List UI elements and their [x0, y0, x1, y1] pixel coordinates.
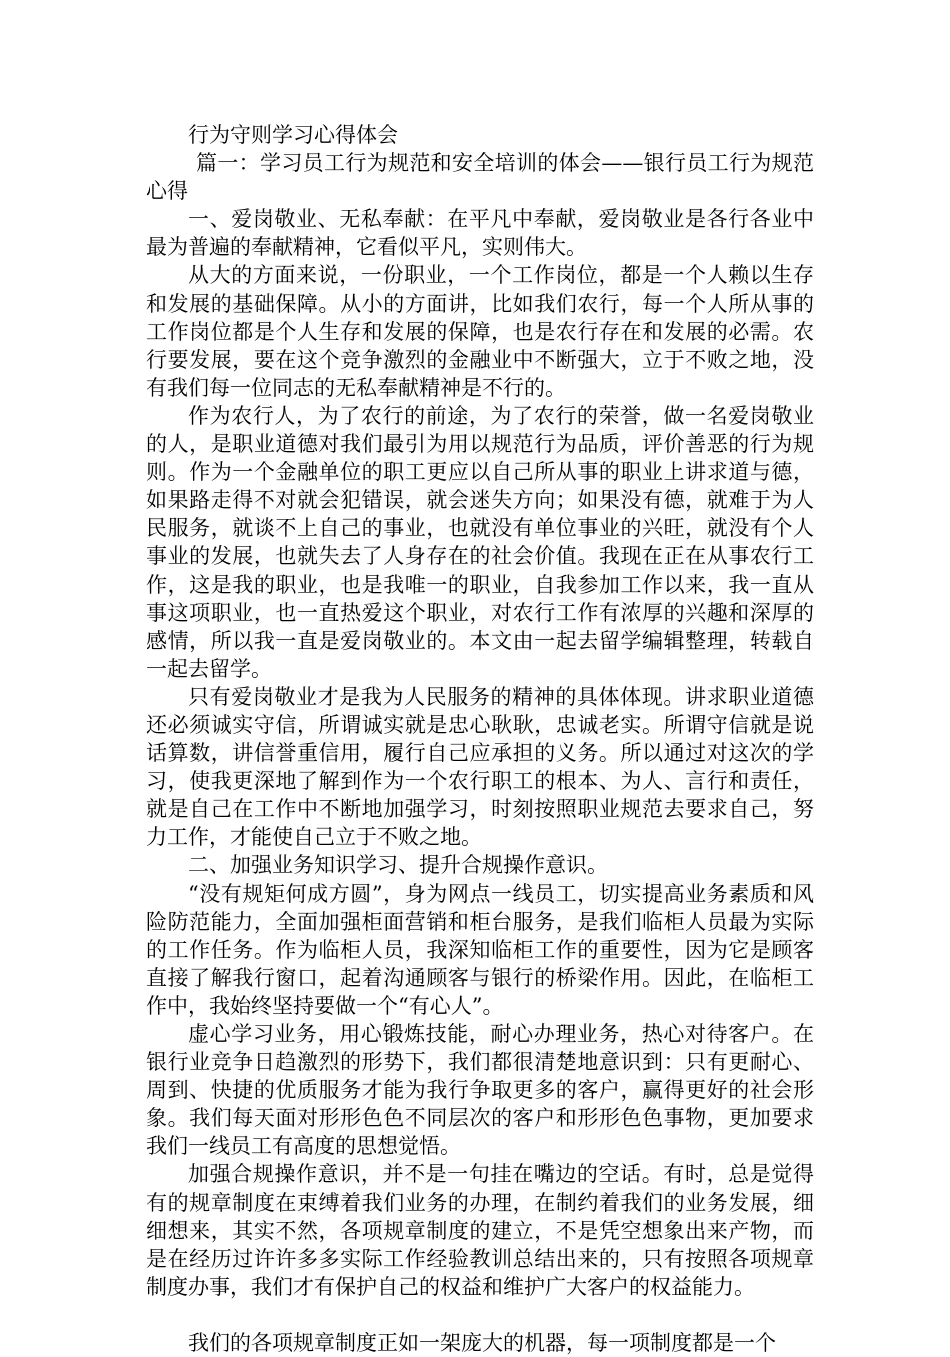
document-subtitle: 篇一：学习员工行为规范和安全培训的体会——银行员工行为规范心得: [146, 151, 814, 204]
paragraph-2: 从大的方面来说，一份职业，一个工作岗位，都是一个人赖以生存和发展的基础保障。从小的方面讲，比如我们农行，每一个人所从事的工作岗位都是个人生存和发展的保障，也是农行存在和发展的必需。农行要发展，要在这个竞争激烈的金融业中不断强大，立于不败之地，没有我们每一位同志的无私奉献精神是不行的。: [146, 263, 814, 400]
section-heading-2: 二、加强业务知识学习、提升合规操作意识。: [188, 853, 608, 878]
paragraph-3: 作为农行人，为了农行的前途，为了农行的荣誉，做一名爱岗敬业的人，是职业道德对我们最引为用以规范行为品质，评价善恶的行为规则。作为一个金融单位的职工更应以自己所从事的职业上讲求道与德，如果路走得不对就会犯错误，就会迷失方向；如果没有德，就难于为人民服务，就谈不上自己的事业，也就没有单位事业的兴旺，就没有个人事业的发展，也就失去了人身存在的社会价值。我现在正在从事农行工作，这是我的职业，也是我唯一的职业，自我参加工作以来，我一直从事这项职业，也一直热爱这个职业，对农行工作有浓厚的兴趣和深厚的感情，所以我一直是爱岗敬业的。本文由一起去留学编辑整理，转载自一起去留学。: [146, 403, 814, 681]
paragraph-6: 虚心学习业务，用心锻炼技能，耐心办理业务，热心对待客户。在银行业竞争日趋激烈的形势下，我们都很清楚地意识到：只有更耐心、周到、快捷的优质服务才能为我行争取更多的客户，赢得更好的社会形象。我们每天面对形形色色不同层次的客户和形形色色事物，更加要求我们一线员工有高度的思想觉悟。: [146, 1022, 814, 1159]
paragraph-5: “没有规矩何成方圆”，身为网点一线员工，切实提高业务素质和风险防范能力，全面加强柜面营销和柜台服务，是我们临柜人员最为实际的工作任务。作为临柜人员，我深知临柜工作的重要性，因为它是顾客直接了解我行窗口，起着沟通顾客与银行的桥梁作用。因此，在临柜工作中，我始终坚持要做一个“有心人”。: [146, 881, 814, 1018]
document-page: [146, 121, 814, 1357]
paragraph-8: 我们的各项规章制度正如一架庞大的机器，每一项制度都是一个: [188, 1330, 776, 1355]
document-title: 行为守则学习心得体会: [188, 123, 398, 147]
paragraph-7: 加强合规操作意识，并不是一句挂在嘴边的空话。有时，总是觉得有的规章制度在束缚着我们业务的办理，在制约着我们的业务发展，细细想来，其实不然，各项规章制度的建立，不是凭空想象出来产物，而是在经历过许许多多实际工作经验教训总结出来的，只有按照各项规章制度办事，我们才有保护自己的权益和维护广大客户的权益能力。: [146, 1162, 814, 1299]
paragraph-1: 一、爱岗敬业、无私奉献：在平凡中奉献，爱岗敬业是各行各业中最为普遍的奉献精神，它看似平凡，实则伟大。: [146, 207, 814, 260]
paragraph-4: 只有爱岗敬业才是我为人民服务的精神的具体体现。讲求职业道德还必须诚实守信，所谓诚实就是忠心耿耿，忠诚老实。所谓守信就是说话算数，讲信誉重信用，履行自己应承担的义务。所以通过对这次的学习，使我更深地了解到作为一个农行职工的根本、为人、言行和责任，就是自己在工作中不断地加强学习，时刻按照职业规范去要求自己，努力工作，才能使自己立于不败之地。: [146, 684, 814, 850]
